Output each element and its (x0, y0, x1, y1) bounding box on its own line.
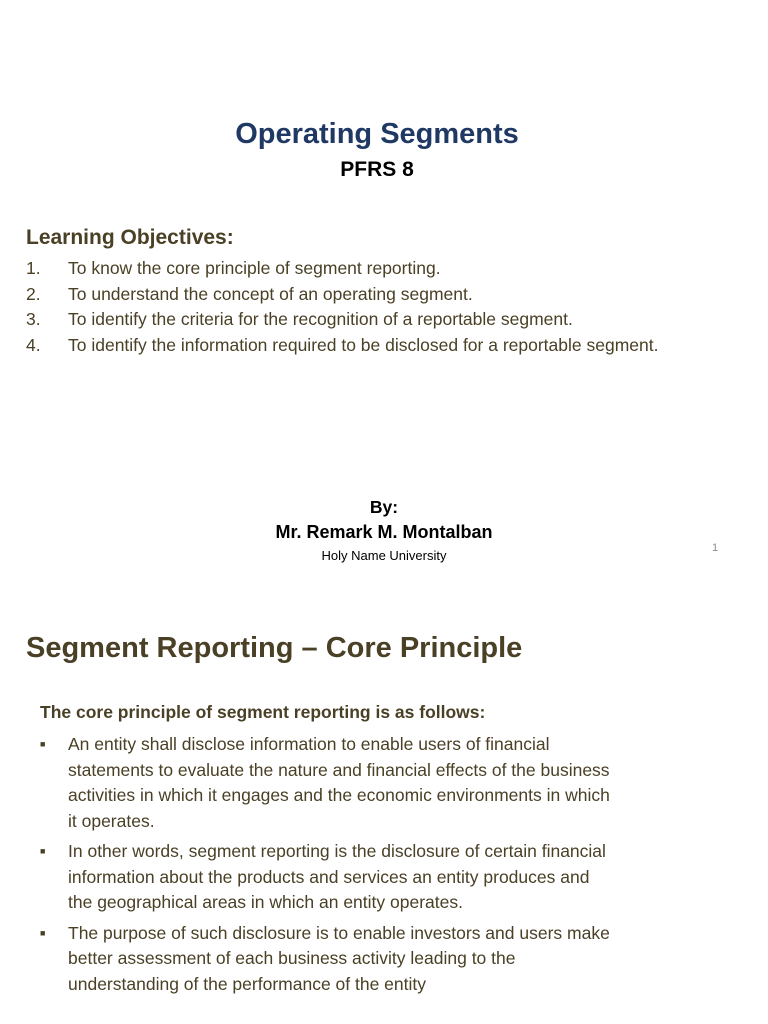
list-item (26, 282, 686, 308)
list-number: 1. (26, 258, 41, 278)
by-label: By: (369, 497, 399, 517)
lead-text: The core principle of segment reporting is as follows: (40, 702, 486, 722)
list-item (26, 307, 686, 333)
author-name: Mr. Remark M. Montalban (275, 522, 493, 542)
slide-subtitle: PFRS 8 (340, 158, 414, 181)
page-number: 1 (712, 542, 719, 554)
objectives-list (26, 256, 686, 358)
list-item (40, 732, 610, 834)
slide-2 (0, 590, 768, 1024)
objectives-heading: Learning Objectives: (26, 226, 234, 249)
objective-text: To know the core principle of segment reporting. (68, 258, 441, 278)
list-item (26, 256, 686, 282)
square-bullet-icon: ■ (40, 846, 46, 856)
objective-text: To identify the criteria for the recognition of a reportable segment. (68, 309, 573, 329)
bullet-text: The purpose of such disclosure is to enable investors and users make better assessment of each business activity leading to the understanding of the performance of the entity (68, 922, 610, 994)
list-item (40, 921, 610, 998)
bullet-text: In other words, segment reporting is the disclosure of certain financial information about the products and services an entity produces and the geographical areas in which an entity operates. (68, 841, 606, 912)
list-number: 2. (26, 283, 41, 304)
objective-text: To identify the information required to be disclosed for a reportable segment. (68, 334, 659, 355)
slide-title: Operating Segments (235, 118, 519, 150)
list-number: 4. (26, 334, 41, 355)
square-bullet-icon: ■ (40, 739, 46, 749)
list-item (26, 333, 686, 359)
list-number: 3. (26, 309, 41, 329)
slide-title: Segment Reporting – Core Principle (26, 632, 523, 664)
institution-name: Holy Name University (321, 548, 447, 563)
bullet-text: An entity shall disclose information to enable users of financial statements to evaluate the nature and financial effects of the business activities in which it engages and the economic environments in which it operates. (68, 734, 610, 831)
bullet-list (40, 732, 610, 1002)
list-item (40, 839, 610, 916)
objective-text: To understand the concept of an operating segment. (68, 283, 473, 304)
square-bullet-icon: ■ (40, 927, 46, 938)
